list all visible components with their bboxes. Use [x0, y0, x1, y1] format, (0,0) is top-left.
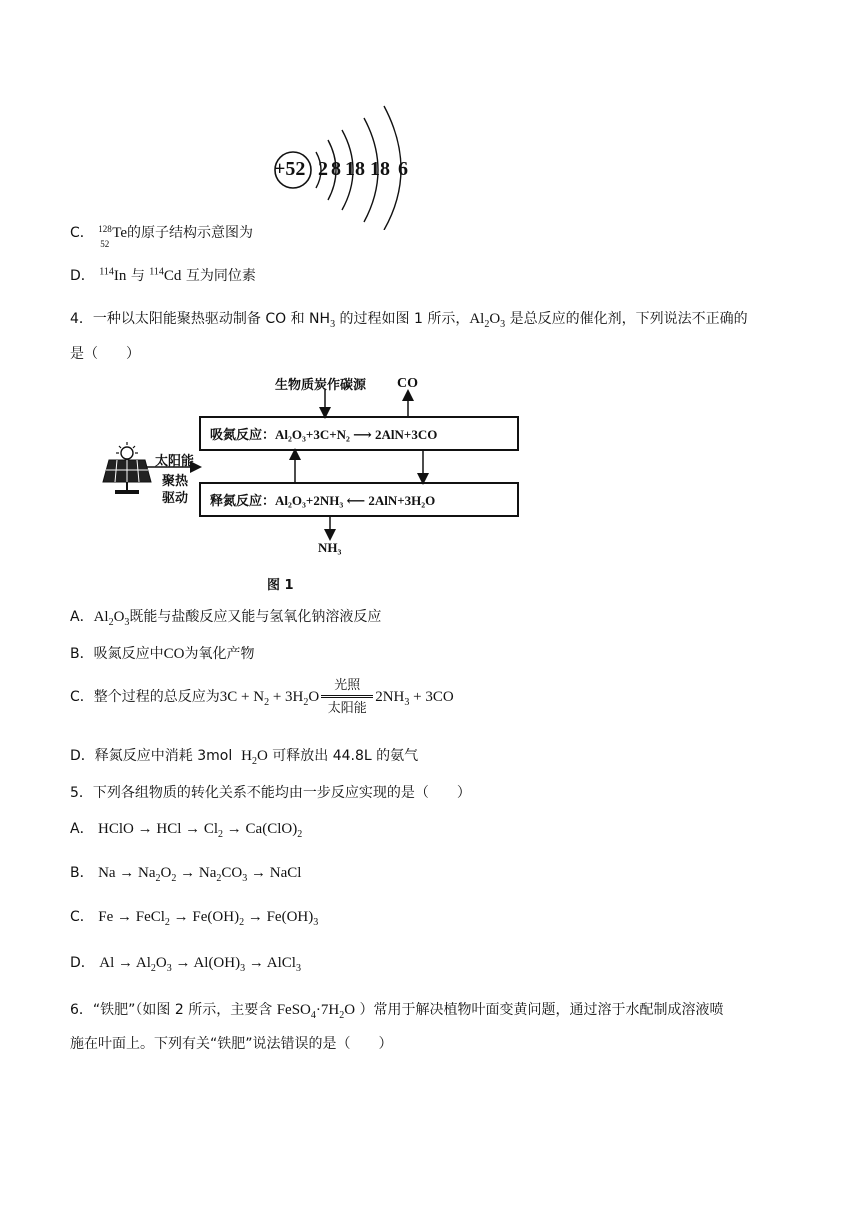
shell-3-count: 18: [345, 158, 365, 180]
solar-label: 太阳能: [155, 454, 195, 469]
q5-option-b: B． $Na \to Na_2O_2 \to Na_2CO_3$ → NaCl: [70, 865, 302, 884]
q4-option-b: B．吸氮反应中CO为氧化产物: [70, 646, 255, 662]
q3-option-d: D． $^{114}$In 与 $^{114}$Cd 互为同位素: [70, 266, 256, 284]
nh3-output-label: NH₃: [318, 540, 342, 555]
figure-1-caption: 图 1: [267, 578, 294, 593]
q5-stem: 5．下列各组物质的转化关系不能均由一步反应实现的是（ ）: [70, 785, 471, 801]
co-output-label: CO: [397, 376, 418, 391]
heat-label-2: 驱动: [162, 491, 189, 506]
shell-4-count: 18: [370, 158, 390, 180]
release-reaction: 释氮反应：Al₂O₃+2NH₃ ⟵ 2AlN+3H₂O: [210, 493, 436, 509]
nuclide-notation: 128 52: [98, 224, 112, 249]
q5-option-d: D． $Al \to Al_2O_3 \to Al(OH)_3$ → AlCl$_3$: [70, 955, 301, 974]
shell-5-count: 6: [398, 158, 408, 180]
reaction-condition: 光照 太阳能: [321, 677, 373, 718]
atom-structure-diagram: [268, 100, 428, 230]
shell-1-count: 2: [318, 158, 328, 180]
figure-1: [95, 370, 535, 595]
shell-2-count: 8: [331, 158, 341, 180]
q5-option-c: C． Fe → FeCl$_2$ → $Fe(OH)_2 \to Fe(OH)_3$: [70, 909, 319, 928]
q4-option-a: A．$Al_2O_3$既能与盐酸反应又能与氢氧化钠溶液反应: [70, 609, 382, 628]
q6-stem-line-2: 施在叶面上。下列有关“铁肥”说法错误的是（ ）: [70, 1036, 393, 1052]
q4-option-c: C．整个过程的总反应为$3C + N_2 + 3H_2O$ 光照 太阳能 $2NH_3 + 3CO$: [70, 677, 454, 716]
q4-stem-line-2: 是（ ）: [70, 346, 140, 362]
absorb-reaction: 吸氮反应：Al₂O₃+3C+N₂ ⟶ 2AlN+3CO: [210, 427, 438, 443]
q4-option-d: D．释氮反应中消耗 3mol $H_2O$ 可释放出 44.8L 的氨气: [70, 748, 419, 767]
q6-stem-line-1: 6．“铁肥”（如图 2 所示，主要含 $FeSO_4\cdot 7H_2O$ ）常用于解决植物叶面变黄问题，通过溶于水配制成溶液喷: [70, 1002, 724, 1021]
q3-option-c: C． 128 52 Te的原子结构示意图为: [70, 224, 254, 249]
nucleus-charge: +52: [274, 158, 306, 180]
q5-option-a: A． HClO → HCl → $Cl_2 \to Ca(ClO)_2$: [70, 821, 303, 840]
heat-label-1: 聚热: [162, 474, 189, 489]
q4-stem-line-1: 4．一种以太阳能聚热驱动制备 CO 和 $NH_3$ 的过程如图 1 所示，$Al_2O_3$ 是总反应的催化剂，下列说法不正确的: [70, 311, 748, 330]
figure-1-lines: [95, 370, 535, 595]
biomass-label: 生物质炭作碳源: [275, 378, 367, 393]
